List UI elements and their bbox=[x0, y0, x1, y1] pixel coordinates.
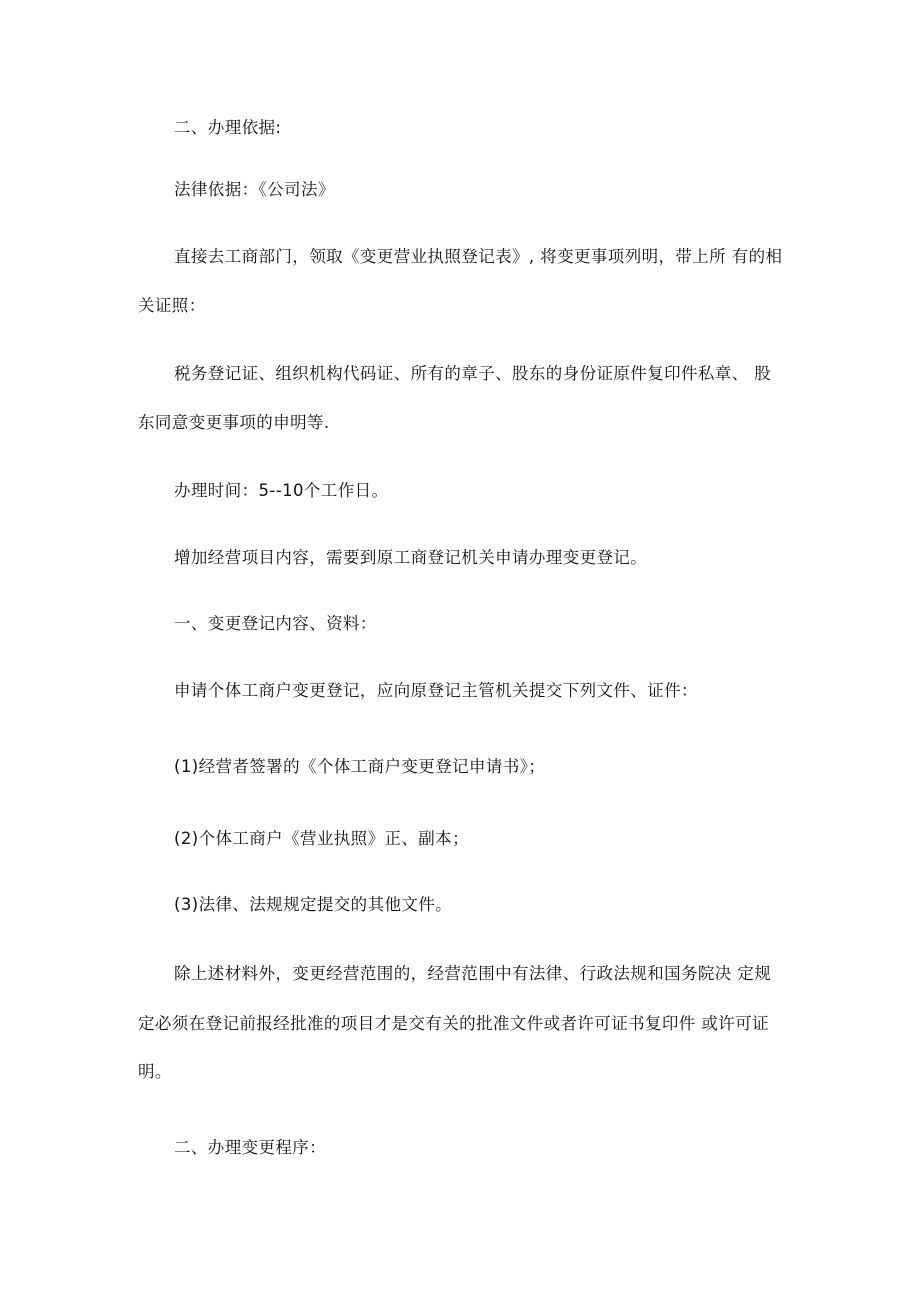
paragraph-application: 申请个体工商户变更登记，应向原登记主管机关提交下列文件、证件： bbox=[174, 681, 698, 700]
list-item-3: (3)法律、法规规定提交的其他文件。 bbox=[174, 895, 453, 914]
paragraph-procedure-line-1: 直接去工商部门，领取《变更营业执照登记表》, 将变更事项列明，带上所 有的相 bbox=[174, 247, 783, 266]
section-heading-change-procedure: 二、办理变更程序： bbox=[174, 1138, 327, 1157]
paragraph-documents-line-1: 税务登记证、组织机构代码证、所有的章子、股东的身份证原件复印件私章、 股 bbox=[174, 364, 772, 383]
paragraph-procedure-line-2: 关证照： bbox=[138, 296, 206, 315]
paragraph-approval-line-2: 定必须在登记前报经批准的项目才是交有关的批准文件或者许可证书复印件 或许可证 bbox=[138, 1014, 769, 1033]
paragraph-approval-line-3: 明。 bbox=[138, 1062, 172, 1081]
section-heading-basis: 二、办理依据: bbox=[174, 118, 282, 137]
paragraph-legal-basis: 法律依据：《公司法》 bbox=[174, 180, 335, 199]
list-item-2: (2)个体工商户《营业执照》正、副本； bbox=[174, 829, 469, 848]
paragraph-approval-line-1: 除上述材料外，变更经营范围的，经营范围中有法律、行政法规和国务院决 定规 bbox=[174, 964, 772, 983]
list-item-1: (1)经营者签署的《个体工商户变更登记申请书》； bbox=[174, 757, 546, 776]
paragraph-add-business-scope: 增加经营项目内容，需要到原工商登记机关申请办理变更登记。 bbox=[174, 548, 648, 567]
paragraph-documents-line-2: 东同意变更事项的申明等. bbox=[138, 413, 330, 432]
paragraph-processing-time: 办理时间：5--10个工作日。 bbox=[174, 481, 389, 500]
section-heading-change-content: 一、变更登记内容、资料： bbox=[174, 614, 377, 633]
